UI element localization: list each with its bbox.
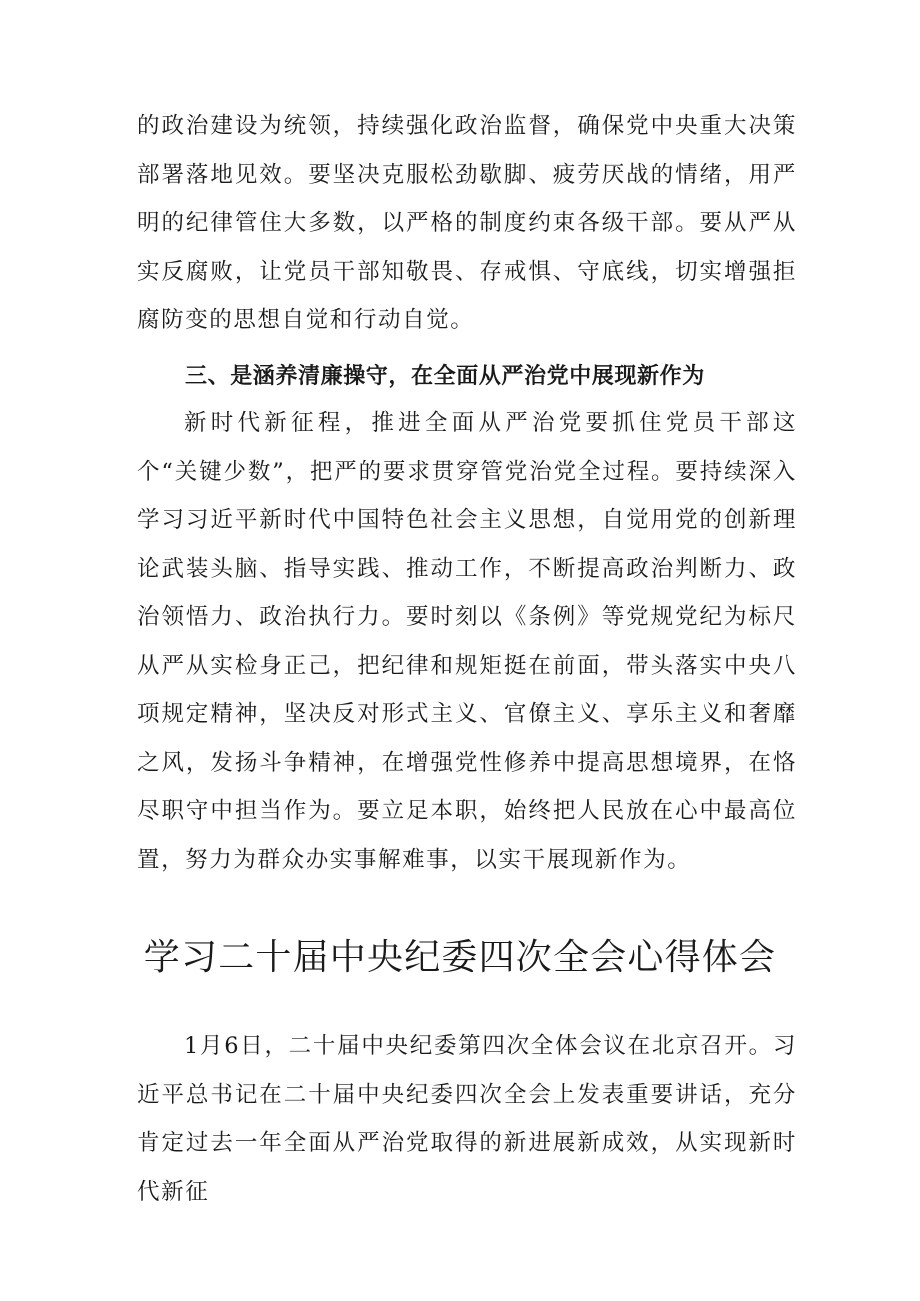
body-paragraph-section-three: 新时代新征程，推进全面从严治党要抓住党员干部这个“关键少数”，把严的要求贯穿管党治党全过程。要持续深入学习习近平新时代中国特色社会主义思想，自觉用党的创新理论武装头脑、指导实践、推动工作，不断提高政治判断力、政治领悟力、政治执行力。要时刻以《条例》等党规党纪为标尺从严从实检身正己，把纪律和规矩挺在前面，带头落实中央八项规定精神，坚决反对形式主义、官僚主义、享乐主义和奢靡之风，发扬斗争精神，在增强党性修养中提高思想境界，在恪尽职守中担当作为。要立足本职，始终把人民放在心中最高位置，努力为群众办实事解难事，以实干展现新作为。 [137, 410, 797, 873]
body-paragraph-intro: 1月6日，二十届中央纪委第四次全体会议在北京召开。习近平总书记在二十届中央纪委四次全会上发表重要讲话，充分肯定过去一年全面从严治党取得的新进展新成效，从实现新时代新征 [137, 1033, 797, 1205]
article-title: 学习二十届中央纪委四次全会心得体会 [143, 937, 777, 978]
body-paragraph-continuation: 的政治建设为统领，持续强化政治监督，确保党中央重大决策部署落地见效。要坚决克服松劲歇脚、疲劳厌战的情绪，用严明的纪律管住大多数，以严格的制度约束各级干部。要从严从实反腐败，让党员干部知敬畏、存戒惧、守底线，切实增强拒腐防变的思想自觉和行动自觉。 [137, 113, 797, 333]
section-heading: 三、是涵养清廉操守，在全面从严治党中展现新作为 [185, 364, 705, 389]
